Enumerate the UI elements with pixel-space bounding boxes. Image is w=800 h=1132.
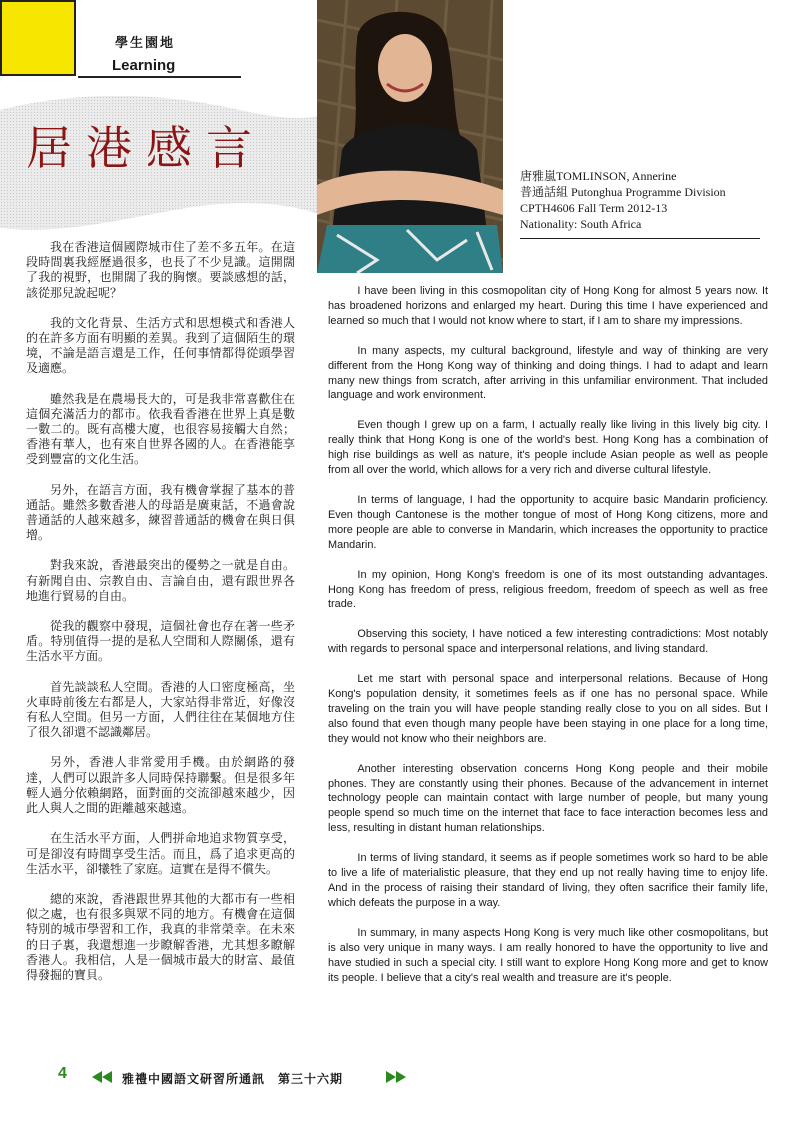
section-label-en: Learning — [112, 57, 176, 74]
section-color-block — [0, 0, 76, 76]
article-title: 居港感言 — [26, 121, 266, 175]
chinese-paragraph: 總的來說，香港跟世界其他的大都市有一些相似之處，也有很多與眾不同的地方。有機會在這個特別的城市學習和工作，我真的非常榮幸。在未來的日子裏，我還想進一步瞭解香港，尤其想多瞭解香港人。我相信，人是一個城市最大的財富、最值得發掘的寶貝。 — [26, 891, 295, 982]
author-division: 普通話組 Putonghua Programme Division — [520, 185, 726, 199]
author-name: 唐雅嵐TOMLINSON, Annerine — [520, 169, 677, 183]
section-underline — [78, 76, 241, 78]
rewind-arrows-icon — [90, 1071, 114, 1083]
chinese-paragraph: 另外，在語言方面，我有機會掌握了基本的普通話。雖然多數香港人的母語是廣東話，不過會說普通話的人越來越多，練習普通話的機會在與日俱增。 — [26, 482, 295, 543]
english-paragraph: Observing this society, I have noticed a few interesting contradictions: Most notably with regards to personal space and interpersonal relations, and living standard. — [328, 628, 768, 656]
english-paragraph: Another interesting observation concerns Hong Kong people and their mobile phones. They are constantly using their phones. Because of the advancement in internet technology people can maintain contact with large number of people, but many young people spend so much time on the internet that face to face interaction becomes less and less, resulting in distant human relationships. — [328, 762, 768, 835]
english-paragraph: In summary, in many aspects Hong Kong is very much like other cosmopolitans, but is also very unique in many ways. I am really honored to have the opportunity to live and have studied in such a special city. I still want to explore Hong Kong more and get to know its people. I believe that a city's real wealth and treasure are it's people. — [328, 926, 768, 984]
english-paragraph: Even though I grew up on a farm, I actually really like living in this lively big city. I really think that Hong Kong is one of the world's best. Hong Kong has a combination of high rise buildings as well as nature, it's people include Asian people as well as people from all over the world, which allows for a very rich and diverse cultural lifestyle. — [328, 419, 768, 477]
author-info-rule — [520, 238, 760, 239]
chinese-paragraph: 雖然我是在農場長大的，可是我非常喜歡住在這個充滿活力的都市。依我看香港在世界上真是數一數二的。既有高樓大廈，也很容易接觸大自然；香港有華人，也有來自世界各國的人。在香港能享受到豐富的文化生活。 — [26, 391, 295, 467]
english-paragraph: In terms of language, I had the opportunity to acquire basic Mandarin proficiency. Even though Cantonese is the mother tongue of most of Hong Kong citizens, more and more people are able to converse in Mandarin, which increases the opportunity to practice Mandarin. — [328, 493, 768, 551]
author-photo — [317, 0, 503, 273]
english-paragraph: In many aspects, my cultural background, lifestyle and way of thinking are very different from the Hong Kong way of thinking and doing things. I had to adapt and learn many new things from scratch, after arriving in this unfamiliar environment. That included language and work environment. — [328, 344, 768, 402]
english-paragraph: In my opinion, Hong Kong's freedom is one of its most outstanding advantages. Hong Kong has freedom of press, religious freedom, freedom of speech as well as free trade. — [328, 568, 768, 611]
forward-arrows-icon — [384, 1071, 408, 1083]
chinese-paragraph: 從我的觀察中發現，這個社會也存在著一些矛盾。特別值得一提的是私人空間和人際關係，還有生活水平方面。 — [26, 619, 295, 664]
page-number: 4 — [58, 1065, 67, 1082]
section-label-zh: 學生園地 — [115, 36, 176, 51]
chinese-paragraph: 在生活水平方面，人們拼命地追求物質享受，可是卻沒有時間享受生活。而且，爲了追求更高的生活水平，卻犧牲了家庭。這實在是得不償失。 — [26, 831, 295, 876]
chinese-paragraph: 我的文化背景、生活方式和思想模式和香港人的在許多方面有明顯的差異。我到了這個陌生的環境，不論是語言還是工作，任何事情都得從頭學習及適應。 — [26, 315, 295, 376]
author-nationality: Nationality: South Africa — [520, 217, 642, 231]
author-course: CPTH4606 Fall Term 2012-13 — [520, 201, 668, 215]
chinese-article-column — [26, 240, 295, 998]
chinese-paragraph: 我在香港這個國際城市住了差不多五年。在這段時間裏我經歷過很多，也長了不少見識。這開闊了我的視野，也開闊了我的胸懷。要談感想的話，該從那兒說起呢？ — [26, 240, 295, 300]
chinese-paragraph: 另外，香港人非常愛用手機。由於網路的發達，人們可以跟許多人同時保持聯繫。但是很多年輕人過分依賴網路，面對面的交流卻越來越少，因此人與人之間的距離越來越遠。 — [26, 755, 295, 816]
english-paragraph: I have been living in this cosmopolitan city of Hong Kong for almost 5 years now. It has broadened horizons and enlarged my heart. During this time I have experienced and learned so much that I would not know where to start, if I am to share my impressions. — [328, 285, 768, 327]
chinese-paragraph: 首先談談私人空間。香港的人口密度極高，坐火車時前後左右都是人，大家站得非常近，好像沒有私人空間。但另一方面，人們往往在某個地方住了很久卻還不認識鄰居。 — [26, 679, 295, 740]
english-paragraph: Let me start with personal space and interpersonal relations. Because of Hong Kong's population density, it sometimes feels as if one has no personal space. While traveling on the train you will have people standing really close to you on all sides. But I also found that even though many people have been staying in one place for a long time, they would not know who their neighbors are. — [328, 673, 768, 745]
chinese-paragraph: 對我來說，香港最突出的優勢之一就是自由。有新聞自由、宗教自由、言論自由，還有跟世界各地進行貿易的自由。 — [26, 558, 295, 603]
publication-title: 雅禮中國語文研習所通訊 第三十六期 — [122, 1072, 344, 1086]
english-paragraph: In terms of living standard, it seems as if people sometimes work so hard to be able to live a life of materialistic pleasure, that they end up not really having time to enjoy life. And in the process of raising their standard of living, they often sacrifice their family life, which defeats the purpose in a way. — [328, 852, 768, 909]
english-article-column — [328, 284, 768, 1000]
author-info — [520, 168, 760, 232]
